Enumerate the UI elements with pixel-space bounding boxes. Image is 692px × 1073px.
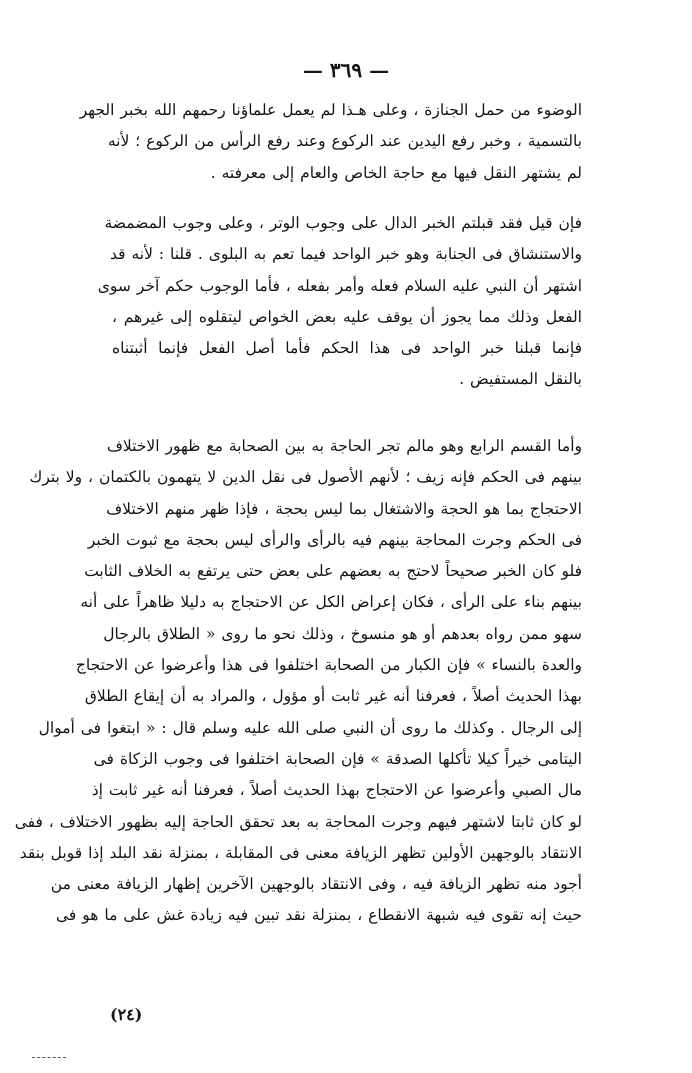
text-line: وأما القسم الرابع وهو مالم تجر الحاجة به بين الصحابة مع ظهور الاختلاف bbox=[106, 437, 582, 455]
text-line: الاحتجاج بما هو الحجة والاشتغال بما ليس بحجة ، فإذا ظهر منهم الاختلاف bbox=[106, 499, 582, 518]
text-line: بالنقل المستفيض . bbox=[459, 370, 582, 389]
text-line: مال الصبي وأعرضوا عن الاحتجاج بهذا الحديث أصلاً ، فعرفنا أنه غير ثابت إذ bbox=[91, 781, 582, 800]
text-line: بالتسمية ، وخبر رفع اليدين عند الركوع وعند رفع الرأس من الركوع ؛ لأنه bbox=[107, 132, 582, 151]
text-line: اليتامى خيراً كيلا تأكلها الصدقة » فإن الصحابة اختلفوا فى وجوب الزكاة فى bbox=[93, 749, 582, 768]
text-line: حيث إنه تقوى فيه شبهة الانقطاع ، بمنزلة نقد تبين فيه زيادة غش على ما هو فى bbox=[56, 906, 582, 925]
text-line: سهو ممن رواه بعدهم أو هو منسوخ ، وذلك نحو ما روى « الطلاق بالرجال bbox=[103, 624, 582, 643]
text-line: الانتقاد بالوجهين الأولين تظهر الزيافة معنى فى المقابلة ، بمنزلة نقد البلد إذا قوبل بنقد bbox=[19, 843, 582, 862]
text-line: لم يشتهر النقل فيها مع حاجة الخاص والعام إلى معرفته . bbox=[210, 163, 582, 182]
text-line: اشتهر أن النبي عليه السلام فعله وأمر بفعله ، فأما الوجوب حكم آخر سوى bbox=[97, 276, 582, 295]
text-line: أجود منه تظهر الزيافة فيه ، وفى الانتقاد بالوجهين الآخرين إظهار الزيافة معنى من bbox=[50, 875, 582, 894]
text-line: والاستنشاق فى الجنابة وهو خبر الواحد فيما تعم به البلوى . قلنا : لأنه قد bbox=[109, 245, 582, 264]
paragraph-3 bbox=[14, 431, 582, 932]
text-line: لو كان ثابتا لاشتهر فيهم وجرت المحاجة به بعد تحقق الحاجة إليه بظهور الاختلاف ، ففى bbox=[14, 812, 582, 831]
text-line: بينهم فى الحكم فإنه زيف ؛ لأنهم الأصول فى نقل الدين لا يتهمون بالكتمان ، ولا بترك bbox=[29, 468, 582, 487]
text-line: فى الحكم وجرت المحاجة بينهم فيه بالرأى والرأى ليس بحجة مع ثبوت الخبر bbox=[87, 530, 582, 549]
text-line: والعدة بالنساء » فإن الكبار من الصحابة اختلفوا فى هذا وأعرضوا عن الاحتجاج bbox=[75, 656, 582, 675]
page-number: — ٣٦٩ — bbox=[302, 58, 390, 82]
text-line: بينهم بناء على الرأى ، فكان إعراض الكل عن الاحتجاج به دليلا ظاهراً على أنه bbox=[80, 593, 582, 612]
text-line: فإن قيل فقد قبلتم الخبر الدال على وجوب الوتر ، وعلى وجوب المضمضة bbox=[104, 214, 582, 232]
text-line: الفعل وذلك مما يجوز أن يوقف عليه بعض الخواص ليتقلوه إلى غيرهم ، bbox=[112, 307, 582, 326]
text-line: فإنما قبلنا خبر الواحد فى هذا الحكم فأما أصل الفعل فإنما أثبتناه bbox=[112, 339, 582, 358]
text-line: فلو كان الخبر صحيحاً لاحتج به بعضهم على بعض حتى يرتفع به الخلاف الثابت bbox=[84, 562, 582, 581]
footer-rule bbox=[32, 1057, 66, 1058]
text-line: إلى الرجال . وكذلك ما روى أن النبي صلى الله عليه وسلم قال : « ابتغوا فى أموال bbox=[38, 718, 582, 737]
signature-mark: (٢٤) bbox=[110, 1005, 143, 1024]
text-line: الوضوء من حمل الجنازة ، وعلى هـذا لم يعمل علماؤنا رحمهم الله بخبر الجهر bbox=[79, 101, 582, 119]
text-line: بهذا الحديث أصلاً ، فعرفنا أنه غير ثابت أو مؤول ، والمراد به أن إيقاع الطلاق bbox=[84, 687, 582, 706]
paragraph-2 bbox=[97, 208, 582, 396]
paragraph-1 bbox=[79, 95, 582, 189]
